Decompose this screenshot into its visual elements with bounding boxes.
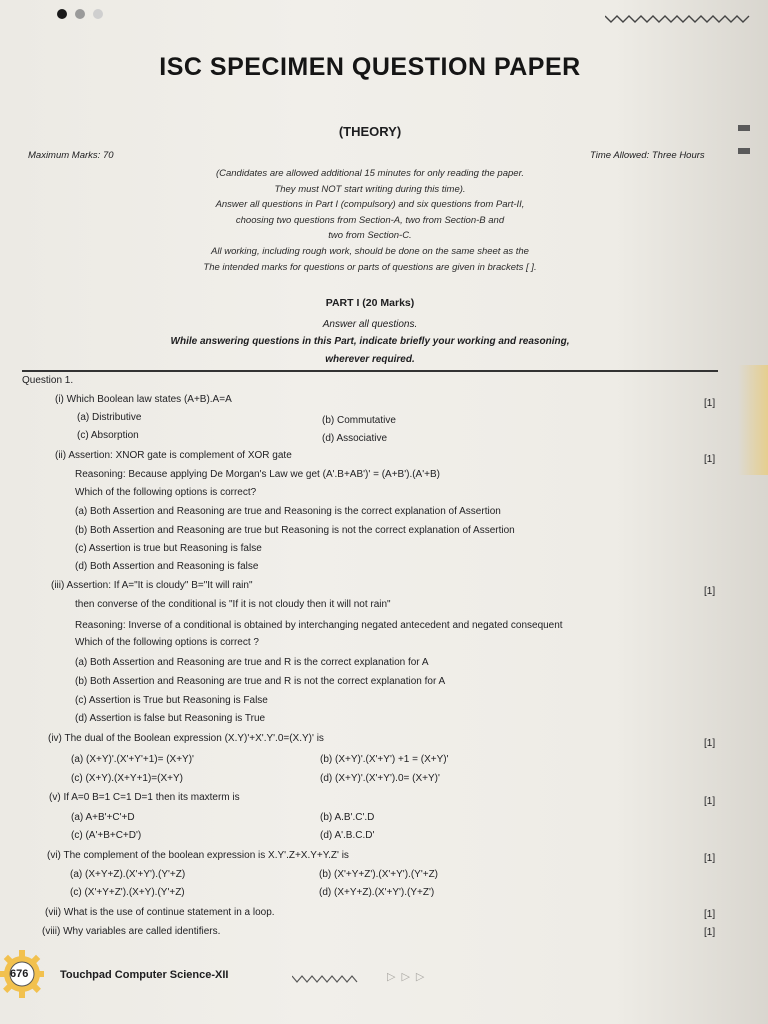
marks-badge: [1] bbox=[704, 738, 716, 749]
option: (c) Assertion is true but Reasoning is false bbox=[75, 543, 262, 554]
option: (d) (X+Y)'.(X'+Y').0= (X+Y)' bbox=[320, 773, 440, 784]
page-number: 676 bbox=[10, 968, 29, 980]
option: (a) (X+Y+Z).(X'+Y').(Y'+Z) bbox=[70, 869, 186, 880]
instruction-line: two from Section-C. bbox=[328, 230, 412, 242]
instruction-line: All working, including rough work, should be done on the same sheet as the bbox=[211, 245, 529, 257]
marks-badge: [1] bbox=[704, 853, 716, 864]
option: (a) Distributive bbox=[77, 412, 142, 423]
marks-badge: [1] bbox=[704, 909, 716, 920]
option: (c) (X'+Y+Z').(X+Y).(Y'+Z) bbox=[70, 887, 185, 898]
time-allowed: Time Allowed: Three Hours bbox=[590, 150, 705, 161]
marks-badge: [1] bbox=[704, 586, 716, 597]
option: (c) (A'+B+C+D') bbox=[71, 830, 142, 841]
option: (d) Assertion is false but Reasoning is True bbox=[75, 713, 266, 724]
question-stem: (iv) The dual of the Boolean expression (X.Y)'+X'.Y'.0=(X.Y)' is bbox=[48, 733, 324, 744]
option: (a) A+B'+C'+D bbox=[71, 812, 135, 823]
option: (b) A.B'.C'.D bbox=[320, 812, 375, 823]
question-stem: (vii) What is the use of continue statement in a loop. bbox=[45, 907, 275, 918]
header-dots bbox=[57, 9, 103, 19]
dot-icon bbox=[75, 9, 85, 19]
instruction-line: The intended marks for questions or parts of questions are given in brackets [ ]. bbox=[203, 261, 537, 273]
question-stem: (iii) Assertion: If A="It is cloudy" B="It will rain" bbox=[51, 580, 253, 591]
question-stem: (vi) The complement of the boolean expression is X.Y'.Z+X.Y+Y.Z' is bbox=[47, 850, 349, 861]
question-prompt: Which of the following options is correct? bbox=[75, 487, 257, 498]
option: (b) Both Assertion and Reasoning are true but Reasoning is not the correct explanation of Assertion bbox=[75, 525, 515, 536]
option: (a) (X+Y)'.(X'+Y'+1)= (X+Y)' bbox=[71, 754, 194, 765]
question-stem: (i) Which Boolean law states (A+B).A=A bbox=[55, 394, 232, 405]
question-prompt: Which of the following options is correct ? bbox=[75, 637, 259, 648]
marks-badge: [1] bbox=[704, 398, 716, 409]
question-label: Question 1. bbox=[22, 375, 74, 386]
marks-badge: [1] bbox=[704, 927, 716, 938]
option: (a) Both Assertion and Reasoning are true and R is the correct explanation for A bbox=[75, 657, 429, 668]
page-edge bbox=[738, 365, 768, 475]
part-title: PART I (20 Marks) bbox=[325, 297, 415, 309]
option: (b) Commutative bbox=[322, 415, 396, 426]
dot-icon bbox=[57, 9, 67, 19]
answer-all-note: Answer all questions. bbox=[322, 319, 418, 330]
question-stem: (ii) Assertion: XNOR gate is complement of XOR gate bbox=[55, 450, 292, 461]
question-line: then converse of the conditional is "If it is not cloudy then it will not rain" bbox=[75, 599, 391, 610]
option: (d) Both Assertion and Reasoning is false bbox=[75, 561, 259, 572]
option: (c) Assertion is True but Reasoning is False bbox=[75, 695, 268, 706]
divider bbox=[22, 370, 718, 372]
instructions bbox=[160, 166, 580, 275]
instruction-line: Answer all questions in Part I (compulsory) and six questions from Part-II, bbox=[215, 199, 525, 211]
paper-subtitle: (THEORY) bbox=[338, 124, 402, 139]
question-stem: (v) If A=0 B=1 C=1 D=1 then its maxterm is bbox=[49, 792, 240, 803]
option: (b) Both Assertion and Reasoning are true and R is not the correct explanation for A bbox=[75, 676, 446, 687]
marks-badge: [1] bbox=[704, 796, 716, 807]
option: (c) Absorption bbox=[77, 430, 139, 441]
paper-title: ISC SPECIMEN QUESTION PAPER bbox=[159, 53, 581, 81]
reasoning: Reasoning: Because applying De Morgan's Law we get (A'.B+AB')' = (A+B').(A'+B) bbox=[75, 469, 440, 480]
dot-icon bbox=[93, 9, 103, 19]
option: (b) (X+Y)'.(X'+Y') +1 = (X+Y)' bbox=[320, 754, 449, 765]
triangle-decoration-icon: ▷▷▷ bbox=[387, 971, 431, 983]
instruction-line: choosing two questions from Section-A, two from Section-B and bbox=[235, 214, 505, 226]
zigzag-decoration-icon bbox=[605, 8, 755, 30]
wave-decoration-icon bbox=[292, 973, 362, 985]
option: (d) A'.B.C.D' bbox=[320, 830, 375, 841]
part-instruction: While answering questions in this Part, indicate briefly your working and reasoning, bbox=[170, 336, 570, 347]
marks-badge: [1] bbox=[704, 454, 716, 465]
instruction-line: (Candidates are allowed additional 15 minutes for only reading the paper. bbox=[215, 168, 525, 179]
option: (c) (X+Y).(X+Y+1)=(X+Y) bbox=[71, 773, 183, 784]
book-title: Touchpad Computer Science-XII bbox=[60, 969, 229, 981]
option: (b) (X'+Y+Z').(X'+Y').(Y'+Z) bbox=[319, 869, 439, 880]
part-instruction-cont: wherever required. bbox=[325, 354, 415, 365]
option: (d) Associative bbox=[322, 433, 388, 444]
max-marks: Maximum Marks: 70 bbox=[28, 150, 114, 161]
option: (d) (X+Y+Z).(X'+Y').(Y+Z') bbox=[319, 887, 435, 898]
reasoning: Reasoning: Inverse of a conditional is obtained by interchanging negated antecedent and negated consequent bbox=[75, 620, 563, 631]
gear-icon bbox=[0, 948, 60, 1008]
side-tab-icon bbox=[738, 148, 750, 154]
question-stem: (viii) Why variables are called identifiers. bbox=[42, 926, 221, 937]
instruction-line: They must NOT start writing during this time). bbox=[274, 183, 466, 195]
side-tab-icon bbox=[738, 125, 750, 131]
option: (a) Both Assertion and Reasoning are true and Reasoning is the correct explanation of Assertion bbox=[75, 506, 501, 517]
